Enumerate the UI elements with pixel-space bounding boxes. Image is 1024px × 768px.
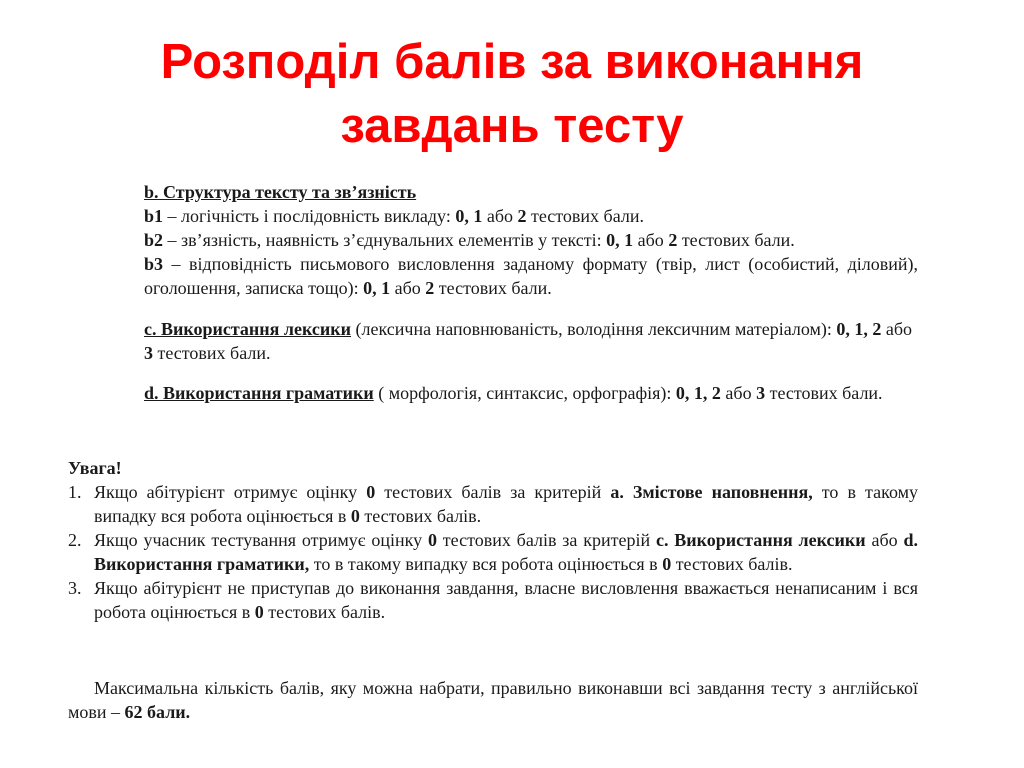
max-points-value: 62 бали. <box>124 702 191 722</box>
notice-item-2-or: або <box>865 530 904 550</box>
criterion-b3 <box>144 252 918 300</box>
section-b <box>144 180 918 300</box>
notice-heading <box>68 456 918 480</box>
section-c-tail: тестових бали. <box>153 343 271 363</box>
criterion-b1-or: або <box>482 206 518 226</box>
notice-item-3-b: тестових балів. <box>263 602 386 622</box>
slide-title-line-1: Розподіл балів за виконання <box>160 35 864 89</box>
criterion-b2-tail: тестових бали. <box>677 230 795 250</box>
notice-item-3-number: 3. <box>68 578 82 598</box>
section-b-heading-text: b. Структура тексту та зв’язність <box>144 182 417 202</box>
section-d-values: 0, 1, 2 <box>675 383 721 403</box>
criterion-b2 <box>144 228 918 252</box>
notice-item-2-c: то в такому випадку вся робота оцінюється в <box>309 554 663 574</box>
criterion-b3-v1: 1 <box>381 278 391 298</box>
section-c <box>144 317 918 365</box>
notice-item-2-criterion-1: c. Використання лексики <box>655 530 866 550</box>
section-c-v3: 3 <box>144 343 153 363</box>
criterion-b3-tail: тестових бали. <box>434 278 552 298</box>
notice-item-1-number: 1. <box>68 482 82 502</box>
notice-item-1-zero-2: 0 <box>350 506 360 526</box>
section-c-heading: c. Використання лексики <box>144 319 352 339</box>
criterion-b3-v0: 0, <box>363 278 377 298</box>
criterion-b3-or: або <box>390 278 426 298</box>
notice-item-1-c: то в такому випадку вся робота оцінюється в <box>94 482 918 526</box>
section-c-values: 0, 1, 2 <box>836 319 882 339</box>
notice-item-1-d: тестових балів. <box>359 506 482 526</box>
notice-item-1-zero: 0 <box>366 482 376 502</box>
notice-item-1-criterion: а. Змістове наповнення, <box>610 482 813 502</box>
section-d-text: ( морфологія, синтаксис, орфографія): <box>373 383 676 403</box>
criterion-b2-code: b2 <box>144 230 164 250</box>
criterion-b1-v2: 2 <box>517 206 527 226</box>
section-d <box>144 381 918 405</box>
notice-item-1-b: тестових балів за критерій <box>375 482 611 502</box>
section-d-tail: тестових бали. <box>765 383 883 403</box>
criterion-b1-v1: 1 <box>473 206 483 226</box>
notice-item-1 <box>68 480 918 528</box>
criterion-b1-tail: тестових бали. <box>526 206 644 226</box>
slide-title <box>0 30 1024 158</box>
criterion-b2-or: або <box>633 230 669 250</box>
criterion-b2-v1: 1 <box>624 230 634 250</box>
notice-item-2 <box>68 528 918 576</box>
notice-heading-text: Увага! <box>68 458 122 478</box>
notice-item-2-zero-2: 0 <box>662 554 672 574</box>
notice-item-2-number: 2. <box>68 530 82 550</box>
notice <box>68 456 918 624</box>
notice-item-2-b: тестових балів за критерій <box>436 530 656 550</box>
section-d-heading: d. Використання граматики <box>144 383 374 403</box>
criterion-b1-v0: 0, <box>455 206 469 226</box>
criterion-b1-text: – логічність і послідовність викладу: <box>163 206 456 226</box>
criterion-b2-v2: 2 <box>668 230 678 250</box>
slide-title-line-2: завдань тесту <box>340 99 684 153</box>
criterion-b1-code: b1 <box>144 206 164 226</box>
criterion-b2-v0: 0, <box>606 230 620 250</box>
criterion-b3-code: b3 <box>144 254 164 274</box>
notice-item-1-a: Якщо абітурієнт отримує оцінку <box>94 482 367 502</box>
notice-item-3 <box>68 576 918 624</box>
notice-item-3-a: Якщо абітурієнт не приступав до виконання завдання, власне висловлення вважається ненаписаним і вся робота оцінюється в <box>94 578 918 622</box>
max-points-text: Максимальна кількість балів, яку можна набрати, правильно виконавши всі завдання тесту з англійської мови – <box>68 678 918 722</box>
criterion-b3-text: – відповідність письмового висловлення заданому формату (твір, лист (особистий, діловий), оголошення, записка тощо): <box>144 254 918 298</box>
notice-item-2-zero: 0 <box>427 530 437 550</box>
notice-item-2-criterion-2: d. Використання граматики, <box>94 530 919 574</box>
section-b-heading <box>144 180 918 204</box>
notice-item-3-zero: 0 <box>254 602 264 622</box>
criterion-b2-text: – зв’язність, наявність з’єднувальних елементів у тексті: <box>163 230 607 250</box>
section-c-text: (лексична наповнюваність, володіння лексичним матеріалом): <box>351 319 837 339</box>
criterion-b3-v2: 2 <box>425 278 435 298</box>
section-d-v3: 3 <box>756 383 766 403</box>
section-d-or: або <box>720 383 757 403</box>
criterion-b1 <box>144 204 918 228</box>
section-c-or: або <box>881 319 913 339</box>
max-points-note <box>68 676 918 724</box>
notice-item-2-a: Якщо учасник тестування отримує оцінку <box>94 530 428 550</box>
notice-item-2-d: тестових балів. <box>671 554 793 574</box>
